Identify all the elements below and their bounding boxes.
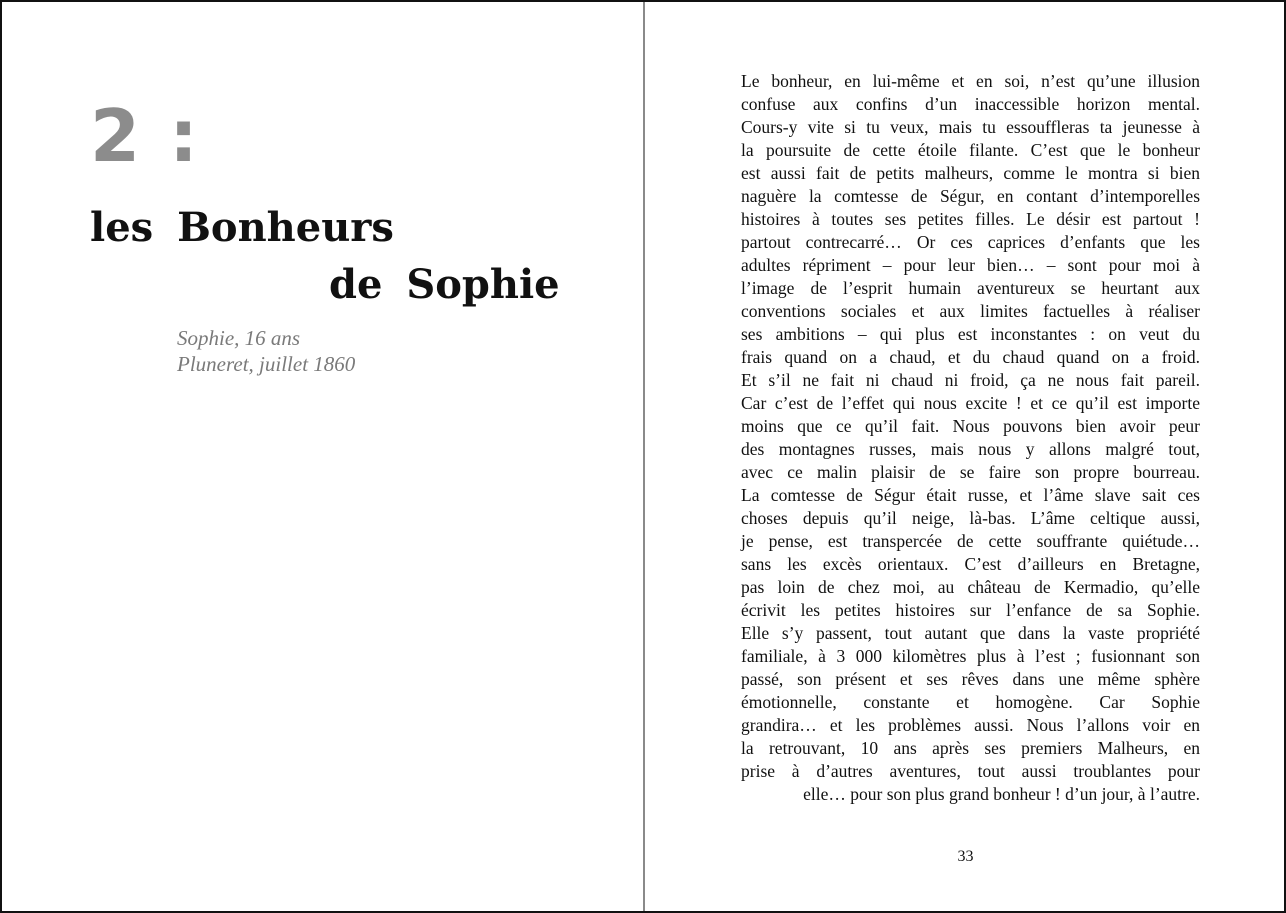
- text-line: avec ce malin plaisir de se faire son propre bourreau.: [741, 462, 1200, 482]
- text-line: écrivit les petites histoires sur l’enfance de sa Sophie.: [741, 600, 1200, 620]
- text-line: Le bonheur, en lui-même et en soi, n’est qu’une illusion: [741, 71, 1200, 91]
- text-line: La comtesse de Ségur était russe, et l’âme slave sait ces: [741, 485, 1200, 505]
- left-page: [2, 2, 643, 911]
- text-line: ses ambitions – qui plus est inconstantes : on veut du: [741, 324, 1200, 344]
- text-line: familiale, à 3 000 kilomètres plus à l’est ; fusionnant son: [741, 646, 1200, 666]
- text-line: l’image de l’esprit humain aventureux se heurtant aux: [741, 278, 1200, 298]
- text-line: histoires à toutes ses petites filles. Le désir est partout !: [741, 209, 1200, 229]
- page-number: 33: [957, 848, 974, 865]
- body-paragraph: [741, 70, 1200, 806]
- text-line: passé, son présent et ses rêves dans une même sphère: [741, 669, 1200, 689]
- text-line: elle… pour son plus grand bonheur ! d’un jour, à l’autre.: [803, 784, 1200, 804]
- text-line: confuse aux confins d’un inaccessible horizon mental.: [741, 94, 1200, 114]
- text-line: je pense, est transpercée de cette souffrante quiétude…: [741, 531, 1200, 551]
- chapter-title-line-2: de Sophie: [329, 261, 560, 308]
- text-line: Elle s’y passent, tout autant que dans la vaste propriété: [741, 623, 1200, 643]
- text-line: pas loin de chez moi, au château de Kermadio, qu’elle: [741, 577, 1200, 597]
- chapter-number: 2 :: [90, 94, 200, 178]
- text-line: Cours-y vite si tu veux, mais tu essouffleras ta jeunesse à: [741, 117, 1200, 137]
- text-line: naguère la comtesse de Ségur, en contant d’intemporelles: [741, 186, 1200, 206]
- chapter-epigraph: [177, 325, 355, 377]
- text-line: frais quand on a chaud, et du chaud quand on a froid.: [741, 347, 1200, 367]
- epigraph-line-2: Pluneret, juillet 1860: [177, 352, 356, 376]
- text-line: des montagnes russes, mais nous y allons malgré tout,: [741, 439, 1200, 459]
- text-line: la poursuite de cette étoile filante. C’est que le bonheur: [741, 140, 1200, 160]
- text-line: la retrouvant, 10 ans après ses premiers Malheurs, en: [741, 738, 1200, 758]
- epigraph-line-1: Sophie, 16 ans: [177, 326, 301, 350]
- text-line: partout contrecarré… Or ces caprices d’enfants que les: [741, 232, 1200, 252]
- text-line: conventions sociales et aux limites factuelles à réaliser: [741, 301, 1200, 321]
- text-line: choses depuis qu’il neige, là-bas. L’âme celtique aussi,: [741, 508, 1200, 528]
- text-line: adultes répriment – pour leur bien… – sont pour moi à: [741, 255, 1200, 275]
- text-line: moins que ce qu’il fait. Nous pouvons bien avoir peur: [741, 416, 1200, 436]
- text-line: est aussi fait de petits malheurs, comme le montra si bien: [741, 163, 1200, 183]
- right-page: [645, 2, 1286, 911]
- text-line: Et s’il ne fait ni chaud ni froid, ça ne nous fait pareil.: [741, 370, 1200, 390]
- text-line: émotionnelle, constante et homogène. Car Sophie: [741, 692, 1200, 712]
- text-line: prise à d’autres aventures, tout aussi troublantes pour: [741, 761, 1200, 781]
- text-line: Car c’est de l’effet qui nous excite ! et ce qu’il est importe: [741, 393, 1200, 413]
- chapter-title-line-1: les Bonheurs: [90, 204, 394, 251]
- text-line: grandira… et les problèmes aussi. Nous l’allons voir en: [741, 715, 1200, 735]
- text-line: sans les excès orientaux. C’est d’ailleurs en Bretagne,: [741, 554, 1200, 574]
